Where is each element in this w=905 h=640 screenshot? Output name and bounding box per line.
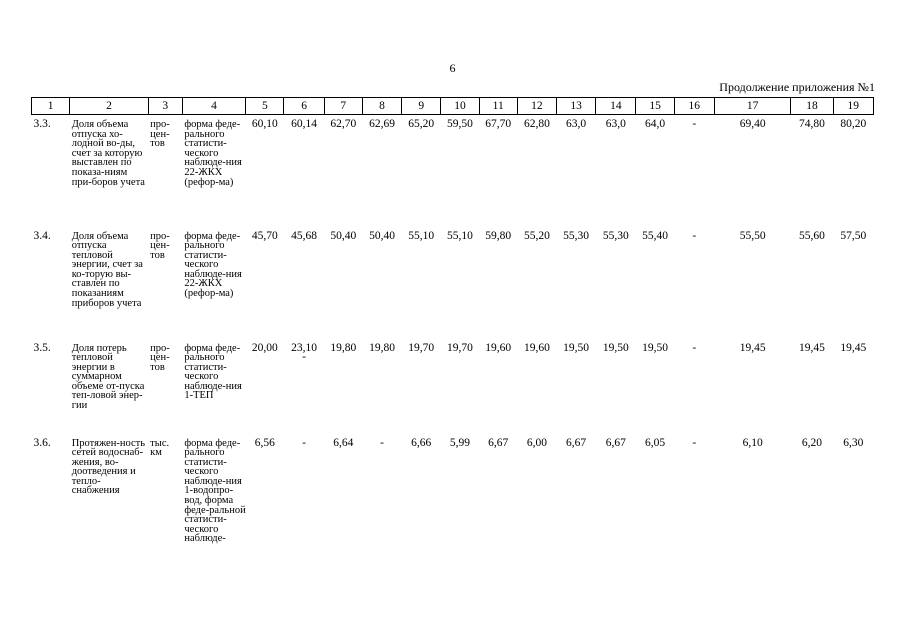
data-source: форма феде-рального статисти-ческого наблюде-ния 22-ЖКХ (рефор-ма) [184,119,242,188]
column-header: 17 [714,98,790,115]
data-source: форма феде-рального статисти-ческого наблюде-ния 1-водопро-вод, форма феде-ральной статисти-ческого наблюде- [184,437,246,545]
value-cell: 19,50 [642,341,668,354]
data-source: форма феде-рального статисти-ческого наблюде-ния 1-ТЕП [184,342,242,402]
indicator-name: Доля объема отпуска тепловой энергии, счет за ко-торую вы-ставлен по показаниям приборов учета [71,230,143,309]
value-cell: 63,0 [605,118,626,130]
value-cell: 6,00 [526,436,547,449]
row-number: 3.5. [33,341,51,354]
value-cell: 64,0 [645,118,666,130]
value-cell: 62,69 [369,118,395,130]
value-cell: 5,99 [449,436,471,449]
column-header: 14 [596,98,636,115]
value-cell: 6,66 [411,436,432,449]
unit: про-цен-тов [150,342,170,373]
value-cell: - [302,436,306,449]
column-header: 11 [479,98,517,115]
value-cell: 69,40 [739,118,766,130]
column-header: 4 [182,98,245,115]
value-cell: 62,70 [330,118,357,130]
value-cell: - [380,436,384,449]
data-source: форма феде-рального статисти-ческого наблюде-ния 22-ЖКХ (рефор-ма) [184,230,242,300]
appendix-table [31,97,874,604]
value-cell: 74,80 [799,118,825,130]
column-header: 1 [32,98,70,115]
column-header: 19 [833,98,873,115]
value-cell: 63,0 [566,118,587,130]
value-cell: 55,20 [523,229,550,242]
value-cell: 65,20 [408,118,435,130]
value-cell: 50,40 [369,229,395,242]
dash-mark: - [302,350,306,363]
value-cell: 67,70 [485,118,512,130]
value-cell: 45,70 [251,229,278,242]
value-cell: 55,10 [408,229,435,242]
value-cell: - [692,341,697,354]
value-cell: 19,80 [369,341,395,354]
value-cell: - [692,229,697,242]
value-cell: 55,10 [447,229,473,242]
table-row [32,339,874,434]
indicator-name: Доля объема отпуска хо-лодной во-ды, счет за которую выставлен по показа-ниям при-боров учета [71,119,145,188]
row-number: 3.6. [33,436,51,449]
table-row [32,115,874,227]
indicator-name: Доля потерь тепловой энергии в суммарном объеме от-пуска теп-ловой энер-гии [71,342,145,412]
value-cell: 6,67 [566,436,587,449]
value-cell: 19,70 [447,341,473,354]
value-cell: 19,60 [523,341,550,354]
row-number: 3.4. [33,229,51,242]
value-cell: 19,80 [330,341,357,354]
column-header: 5 [246,98,284,115]
page-number: 6 [449,61,456,75]
value-cell: 62,80 [523,118,550,130]
column-header: 16 [674,98,714,115]
value-cell: 6,67 [488,436,509,449]
column-header: 3 [148,98,182,115]
value-cell: 6,20 [801,436,823,449]
unit: тыс. км [150,437,170,459]
value-cell: 45,68 [291,229,317,242]
column-header: 9 [402,98,441,115]
value-cell: 55,50 [739,229,766,242]
value-cell: 50,40 [330,229,357,242]
column-header: 2 [70,98,148,115]
value-cell: 19,50 [563,341,590,354]
column-header: 10 [441,98,479,115]
value-cell: 60,10 [251,118,278,130]
value-cell: 6,64 [333,436,354,449]
column-header: 13 [557,98,596,115]
value-cell: 6,10 [742,436,763,449]
value-cell: 55,30 [563,229,590,242]
value-cell: 55,30 [602,229,629,242]
continuation-note: Продолжение приложения №1 [719,80,875,94]
value-cell: 19,45 [739,341,766,354]
column-header: 18 [791,98,833,115]
value-cell: 59,50 [447,118,473,130]
unit: про-цен-тов [150,119,170,150]
value-cell: 19,50 [602,341,629,354]
value-cell: 19,45 [840,341,867,354]
value-cell: 19,45 [799,341,825,354]
value-cell: - [692,118,697,130]
column-header: 6 [284,98,324,115]
table-row [32,434,874,604]
value-cell: 59,80 [485,229,512,242]
column-header: 7 [324,98,362,115]
unit: про-цен-тов [150,230,170,261]
value-cell: 60,14 [291,118,317,130]
header-row [32,98,874,115]
value-cell: 6,67 [605,436,626,449]
value-cell: 19,60 [485,341,512,354]
column-header: 8 [362,98,401,115]
value-cell [284,339,324,434]
value-cell: 19,70 [408,341,435,354]
value-cell: - [692,436,697,449]
column-header: 12 [517,98,556,115]
value-cell: 57,50 [840,229,867,242]
value-cell: 6,05 [645,436,666,449]
indicator-name: Протяжен-ность сетей водоснаб-жения, во-доотведения и тепло-снабжения [71,437,146,497]
value-cell: 6,56 [254,436,275,449]
value-cell: 55,40 [642,229,668,242]
value-text: 23,10 [291,341,317,354]
column-header: 15 [636,98,674,115]
value-cell: 20,00 [251,341,278,354]
value-cell: 80,20 [840,118,867,130]
table-row [32,227,874,339]
row-number: 3.3. [33,118,51,130]
value-cell: 6,30 [843,436,864,449]
value-cell: 55,60 [799,229,825,242]
